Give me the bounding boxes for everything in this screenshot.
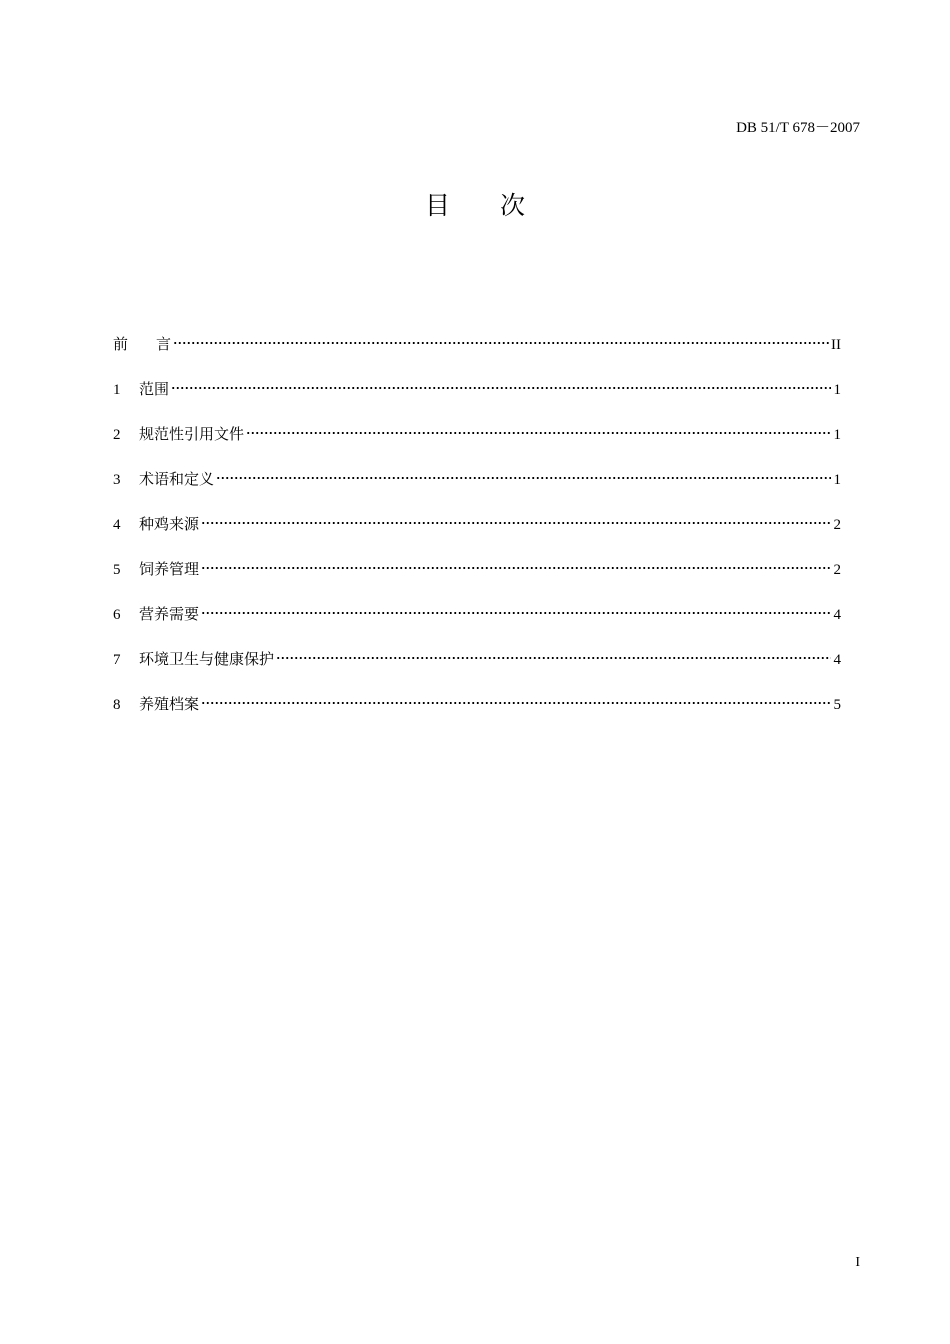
toc-entry[interactable]	[113, 648, 841, 693]
toc-label-last: 言	[156, 335, 172, 353]
toc-section-number: 6	[113, 607, 121, 623]
toc-page-number: II	[831, 337, 841, 353]
toc-page-number: 2	[833, 562, 841, 578]
toc-page-number: 1	[833, 382, 841, 398]
toc-label-first: 前	[113, 335, 157, 353]
toc-entry[interactable]	[113, 558, 841, 603]
toc-leader-dots	[276, 656, 831, 660]
toc-label: 范围	[139, 380, 170, 398]
toc-entry[interactable]	[113, 423, 841, 468]
table-of-contents	[113, 333, 841, 738]
toc-entry[interactable]	[113, 468, 841, 513]
toc-page-number: 2	[833, 517, 841, 533]
toc-entry[interactable]	[113, 603, 841, 648]
toc-leader-dots	[201, 611, 831, 615]
toc-leader-dots	[246, 431, 831, 435]
toc-label: 饲养管理	[139, 560, 200, 578]
toc-entry-foreword[interactable]	[113, 333, 841, 378]
toc-page-number: 4	[833, 607, 841, 623]
toc-section-number: 5	[113, 562, 121, 578]
toc-page-number: 5	[833, 697, 841, 713]
toc-label: 术语和定义	[139, 470, 215, 488]
toc-label: 养殖档案	[139, 695, 200, 713]
toc-leader-dots	[216, 476, 831, 480]
toc-label: 营养需要	[139, 605, 200, 623]
toc-page-number: 4	[833, 652, 841, 668]
toc-section-number: 7	[113, 652, 121, 668]
page-number: I	[855, 1255, 860, 1270]
toc-section-number: 1	[113, 382, 121, 398]
toc-page-number: 1	[833, 472, 841, 488]
toc-label: 规范性引用文件	[139, 425, 245, 443]
toc-entry[interactable]	[113, 693, 841, 738]
toc-entry[interactable]	[113, 378, 841, 423]
toc-leader-dots	[173, 341, 829, 345]
page-title: 目次	[424, 191, 575, 220]
toc-leader-dots	[171, 386, 831, 390]
toc-label: 种鸡来源	[139, 515, 200, 533]
toc-section-number: 4	[113, 517, 121, 533]
toc-label: 环境卫生与健康保护	[139, 650, 275, 668]
toc-section-number: 8	[113, 697, 121, 713]
toc-leader-dots	[201, 701, 831, 705]
document-code: DB 51/T 678－2007	[736, 120, 860, 136]
toc-leader-dots	[201, 566, 831, 570]
toc-leader-dots	[201, 521, 831, 525]
toc-entry[interactable]	[113, 513, 841, 558]
toc-page-number: 1	[833, 427, 841, 443]
toc-section-number: 3	[113, 472, 121, 488]
toc-section-number: 2	[113, 427, 121, 443]
